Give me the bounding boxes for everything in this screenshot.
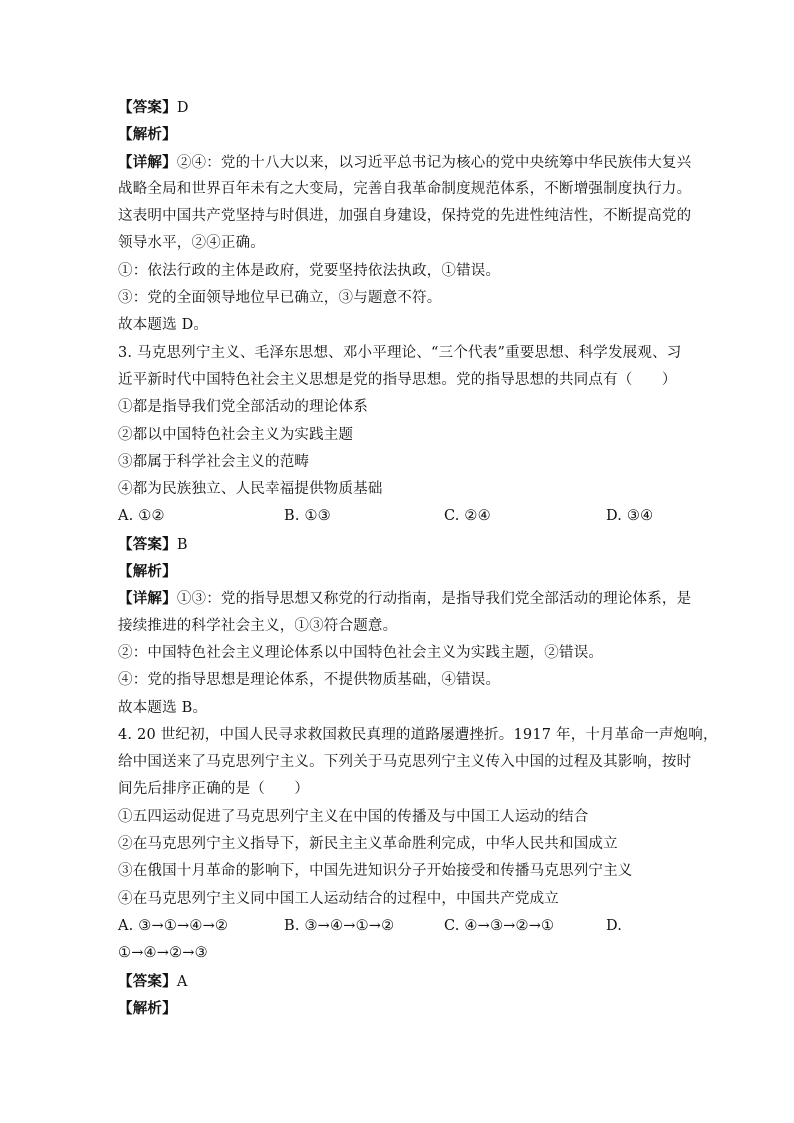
- q3-detail-line-1: [118, 585, 692, 612]
- q3-option-b: B. ①③: [284, 508, 331, 525]
- q4-analysis-heading: 【解析】: [118, 999, 177, 1017]
- q3-item-1: ①都是指导我们党全部活动的理论体系: [118, 399, 368, 416]
- q2-detail-line-2: 战略全局和世界百年未有之大变局，完善自我革命制度规范体系，不断增强制度执行力。: [118, 180, 692, 197]
- q3-item-3: ③都属于科学社会主义的范畴: [118, 453, 310, 470]
- q2-explain-3: ③：党的全面领导地位早已确立，③与题意不符。: [118, 290, 442, 307]
- detail-text: ①③：党的指导思想又称党的行动指南，是指导我们党全部活动的理论体系，是: [176, 591, 692, 608]
- q3-analysis-heading: 【解析】: [118, 563, 177, 581]
- q4-option-d: D.: [606, 917, 623, 934]
- q2-detail-line-3: 这表明中国共产党坚持与时俱进，加强自身建设，保持党的先进性纯洁性，不断提高党的: [118, 208, 692, 225]
- q3-option-c: C. ②④: [444, 508, 491, 525]
- q3-conclusion: 故本题选 B。: [118, 699, 208, 716]
- q2-answer: [118, 94, 678, 121]
- q3-option-d: D. ③④: [606, 508, 654, 525]
- answer-value: D: [176, 100, 189, 116]
- answer-tag: 【答案】: [118, 99, 177, 116]
- q2-explain-1: ①：依法行政的主体是政府，党要坚持依法执政，①错误。: [118, 262, 501, 279]
- q4-answer: [118, 968, 678, 995]
- q3-explain-2: ②：中国特色社会主义理论体系以中国特色社会主义为实践主题，②错误。: [118, 644, 604, 661]
- q2-detail-line-1: [118, 149, 692, 176]
- q3-item-2: ②都以中国特色社会主义为实践主题: [118, 426, 354, 443]
- q3-item-4: ④都为民族独立、人民幸福提供物质基础: [118, 481, 383, 498]
- q3-answer: [118, 531, 678, 558]
- q3-options: [118, 503, 678, 530]
- q3-stem-line-1: 3. 马克思列宁主义、毛泽东思想、邓小平理论、“三个代表”重要思想、科学发展观、习: [118, 344, 682, 361]
- q4-option-d-continued: ①→④→②→③: [118, 945, 208, 962]
- detail-text: ②④：党的十八大以来，以习近平总书记为核心的党中央统筹中华民族伟大复兴: [176, 154, 692, 171]
- answer-tag: 【答案】: [118, 535, 177, 553]
- q2-detail-line-4: 领导水平，②④正确。: [118, 235, 265, 252]
- detail-tag: 【详解】: [118, 153, 177, 171]
- q4-stem-line-2: 给中国送来了马克思列宁主义。下列关于马克思列宁主义传入中国的过程及其影响，按时: [118, 754, 692, 771]
- q4-item-3: ③在俄国十月革命的影响下，中国先进知识分子开始接受和传播马克思列宁主义: [118, 863, 633, 880]
- q4-stem-line-1: 4. 20 世纪初，中国人民寻求救国救民真理的道路屡遭挫折。1917 年，十月革命一声炮响，: [118, 726, 718, 743]
- q4-option-a: A. ③→①→④→②: [118, 917, 229, 934]
- q4-item-4: ④在马克思列宁主义同中国工人运动结合的过程中，中国共产党成立: [118, 890, 559, 907]
- q4-stem-line-3: 间先后排序正确的是（ ）: [118, 781, 310, 798]
- q3-stem-line-2: 近平新时代中国特色社会主义思想是党的指导思想。党的指导思想的共同点有（ ）: [118, 371, 677, 388]
- q4-option-b: B. ③→④→①→②: [284, 917, 395, 934]
- q4-item-1: ①五四运动促进了马克思列宁主义在中国的传播及与中国工人运动的结合: [118, 808, 589, 825]
- q4-option-c: C. ④→③→②→①: [444, 917, 555, 934]
- detail-tag: 【详解】: [118, 590, 177, 608]
- q3-option-a: A. ①②: [118, 508, 165, 525]
- q4-options: [118, 913, 678, 940]
- document-page: [118, 94, 718, 1022]
- q3-explain-4: ④：党的指导思想是理论体系，不提供物质基础，④错误。: [118, 672, 501, 689]
- q2-conclusion: 故本题选 D。: [118, 317, 209, 334]
- q3-detail-line-2: 接续推进的科学社会主义，①③符合题意。: [118, 617, 398, 634]
- answer-value: B: [176, 536, 188, 553]
- q4-item-2: ②在马克思列宁主义指导下，新民主主义革命胜利完成，中华人民共和国成立: [118, 836, 618, 853]
- q2-analysis-heading: 【解析】: [118, 126, 177, 144]
- answer-tag: 【答案】: [118, 972, 177, 990]
- answer-value: A: [176, 973, 188, 990]
